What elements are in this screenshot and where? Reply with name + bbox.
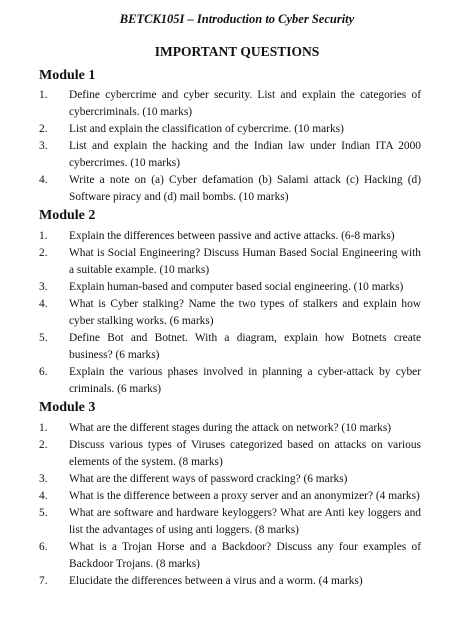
question-item xyxy=(39,245,421,279)
question-item xyxy=(39,87,421,121)
question-number: 4. xyxy=(39,490,48,502)
question-text: What is a Trojan Horse and a Backdoor? Discuss any four examples of Backdoor Trojans. (8 marks) xyxy=(69,541,421,570)
question-text: Elucidate the differences between a virus and a worm. (4 marks) xyxy=(69,575,363,587)
question-item xyxy=(39,437,421,471)
question-item xyxy=(39,279,421,296)
module-3-heading: Module 3 xyxy=(39,400,96,415)
document-header: BETCK105I – Introduction to Cyber Security xyxy=(119,12,355,26)
question-item xyxy=(39,330,421,364)
question-number: 3. xyxy=(39,281,48,293)
question-item xyxy=(39,539,421,573)
module-2-heading: Module 2 xyxy=(39,208,96,223)
question-item xyxy=(39,121,421,138)
question-number: 1. xyxy=(39,422,48,434)
question-item xyxy=(39,573,421,590)
question-number: 1. xyxy=(39,89,48,101)
question-number: 5. xyxy=(39,332,48,344)
question-text: What are software and hardware keyloggers? What are Anti key loggers and list the advantages of using anti loggers. (8 marks) xyxy=(69,507,421,536)
question-text: Discuss various types of Viruses categorized based on attacks on various elements of the system. (8 marks) xyxy=(69,439,421,468)
question-item xyxy=(39,296,421,330)
question-number: 2. xyxy=(39,247,48,259)
question-text: What are the different ways of password cracking? (6 marks) xyxy=(69,473,348,485)
question-number: 6. xyxy=(39,541,48,553)
question-text: List and explain the classification of cybercrime. (10 marks) xyxy=(69,123,344,135)
question-number: 1. xyxy=(39,230,48,242)
question-item xyxy=(39,488,421,505)
question-text: Explain the various phases involved in planning a cyber-attack by cyber criminals. (6 marks) xyxy=(69,366,421,395)
question-number: 4. xyxy=(39,174,48,186)
question-item xyxy=(39,471,421,488)
question-text: Explain human-based and computer based social engineering. (10 marks) xyxy=(69,281,404,293)
question-number: 3. xyxy=(39,140,48,152)
question-text: Write a note on (a) Cyber defamation (b) Salami attack (c) Hacking (d) Software piracy and (d) mail bombs. (10 marks) xyxy=(69,174,421,203)
question-item xyxy=(39,138,421,172)
question-item xyxy=(39,420,421,437)
question-number: 2. xyxy=(39,123,48,135)
question-number: 4. xyxy=(39,298,48,310)
question-text: Explain the differences between passive and active attacks. (6-8 marks) xyxy=(69,230,395,242)
question-number: 3. xyxy=(39,473,48,485)
question-text: Define Bot and Botnet. With a diagram, explain how Botnets create business? (6 marks) xyxy=(69,332,421,361)
question-text: What is Social Engineering? Discuss Human Based Social Engineering with a suitable example. (10 marks) xyxy=(69,247,421,276)
module-1-heading: Module 1 xyxy=(39,68,96,83)
question-text: What is Cyber stalking? Name the two types of stalkers and explain how cyber stalking works. (6 marks) xyxy=(69,298,421,327)
question-item xyxy=(39,505,421,539)
question-item xyxy=(39,172,421,206)
question-number: 5. xyxy=(39,507,48,519)
question-number: 7. xyxy=(39,575,48,587)
page-title: IMPORTANT QUESTIONS xyxy=(154,44,320,59)
question-text: What are the different stages during the attack on network? (10 marks) xyxy=(69,422,392,434)
question-text: List and explain the hacking and the Indian law under Indian ITA 2000 cybercrimes. (10 marks) xyxy=(69,140,421,169)
question-text: What is the difference between a proxy server and an anonymizer? (4 marks) xyxy=(69,490,420,502)
question-number: 2. xyxy=(39,439,48,451)
question-item xyxy=(39,228,421,245)
question-item xyxy=(39,364,421,398)
question-number: 6. xyxy=(39,366,48,378)
question-text: Define cybercrime and cyber security. List and explain the categories of cybercriminals. (10 marks) xyxy=(69,89,421,118)
